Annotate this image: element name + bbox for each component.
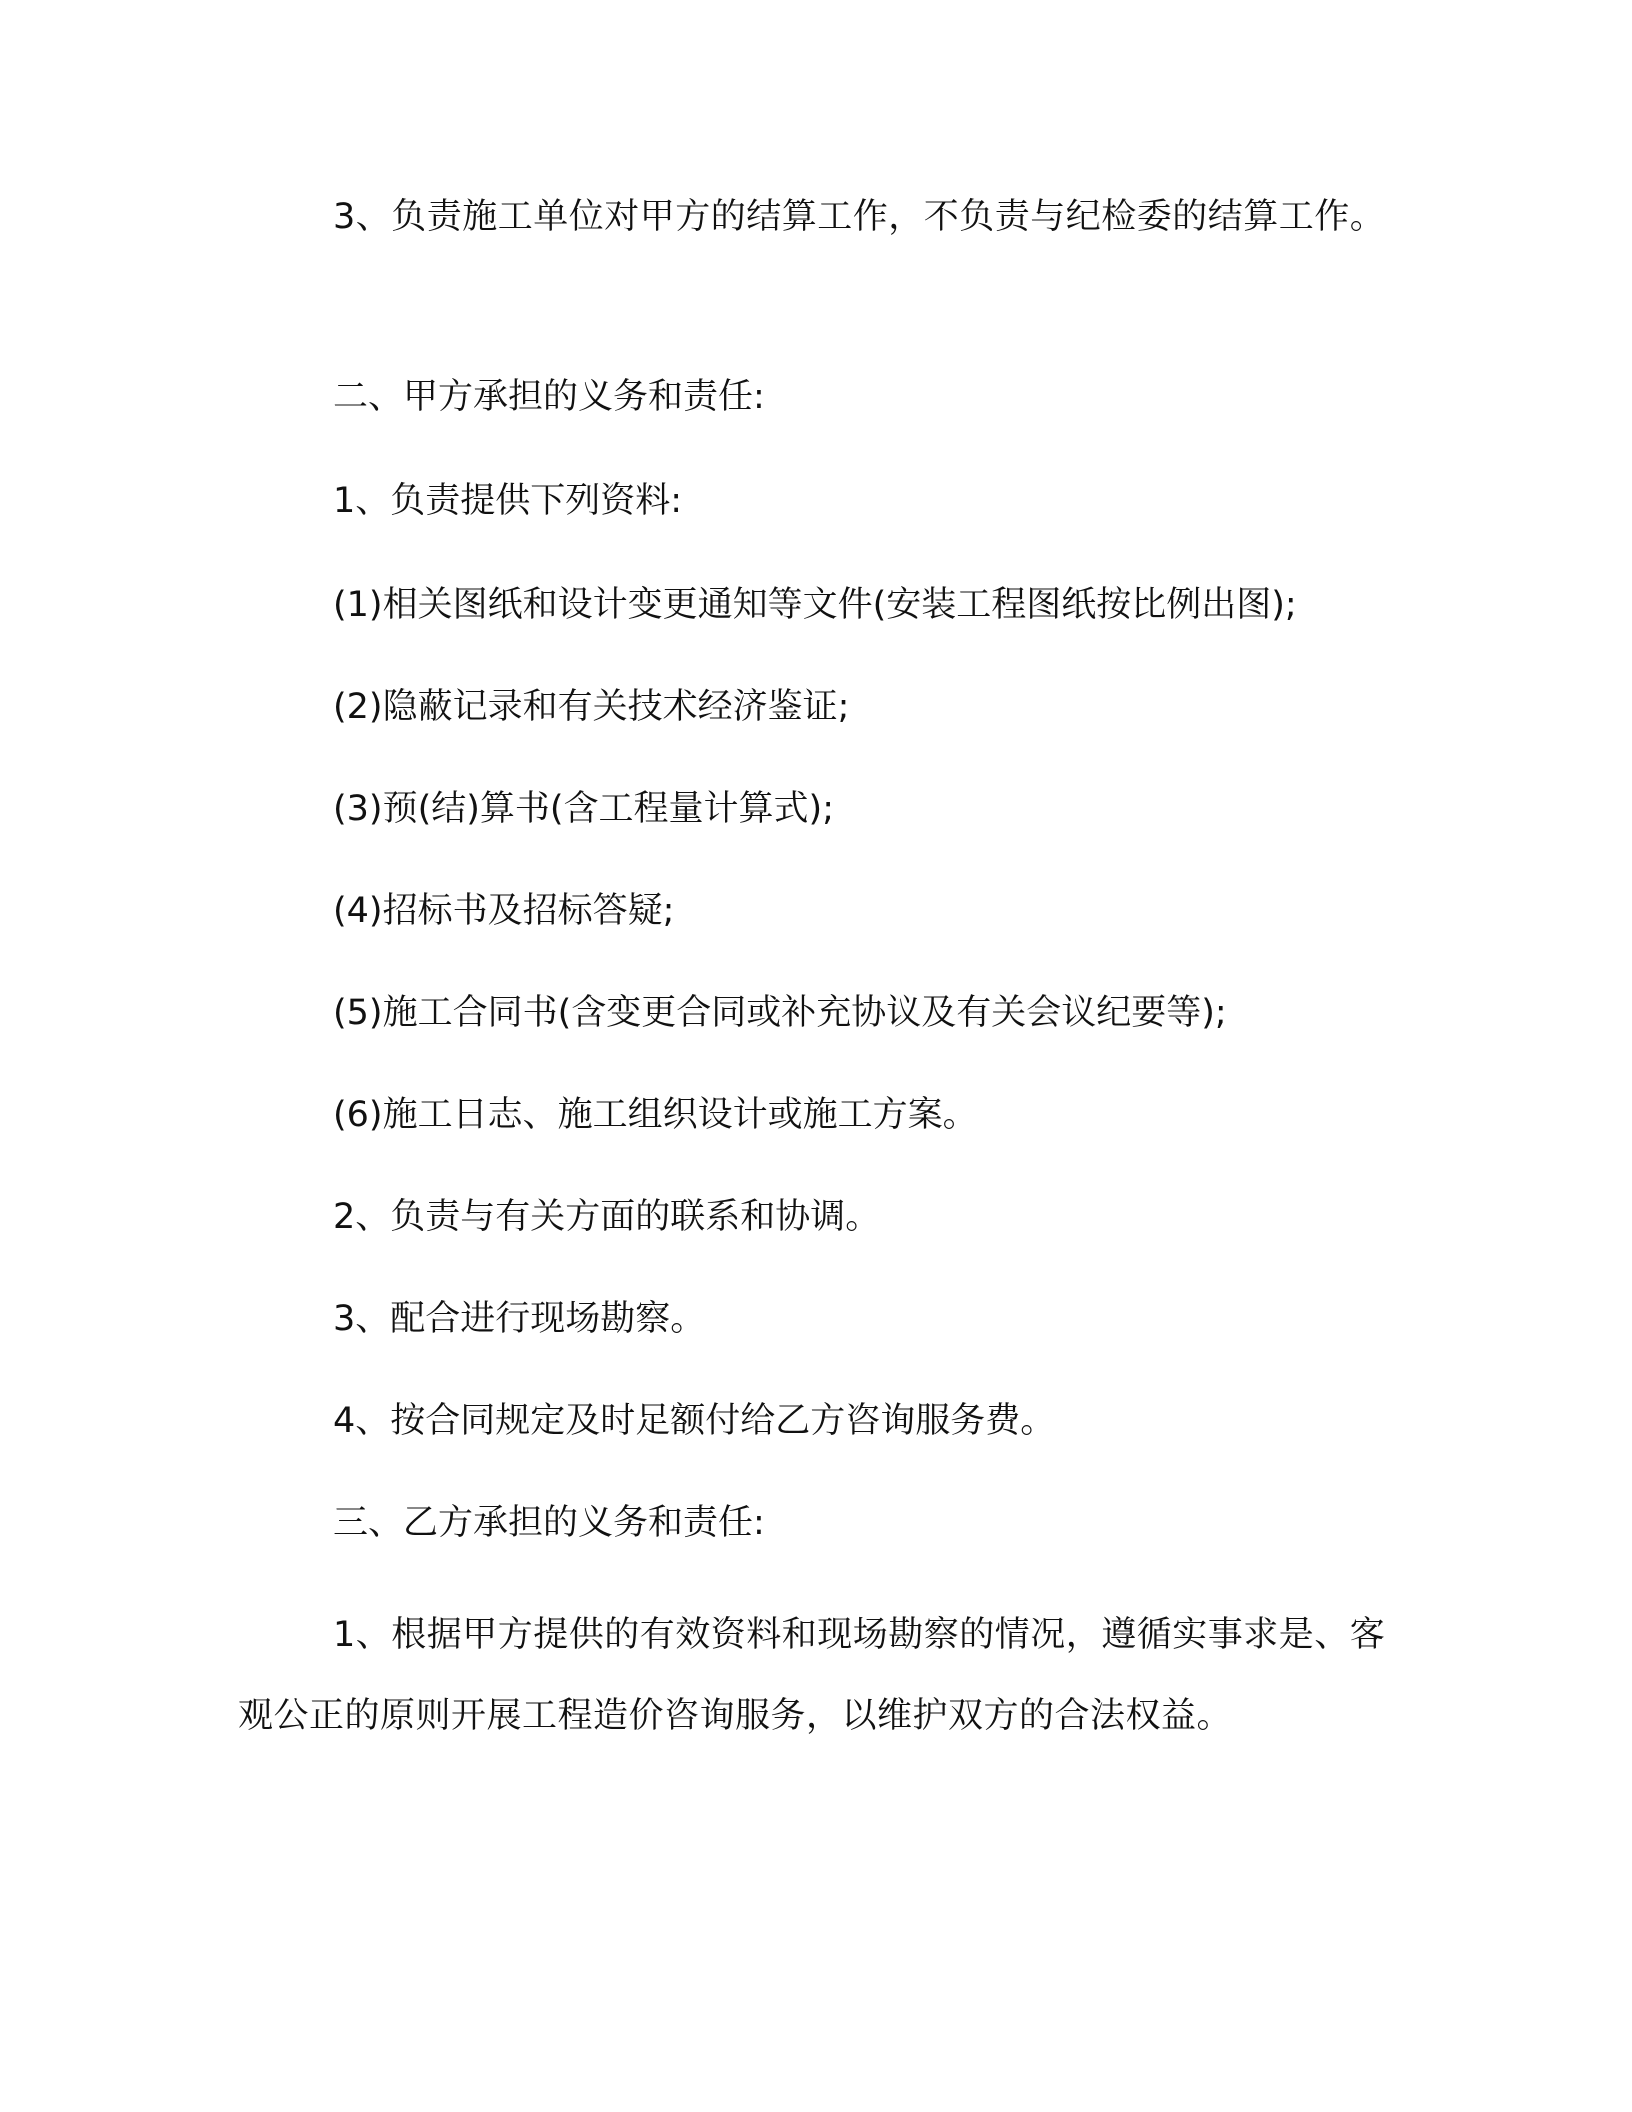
paragraph-payment: 4、按合同规定及时足额付给乙方咨询服务费。 [333,1401,1056,1441]
paragraph-site-survey: 3、配合进行现场勘察。 [333,1299,706,1339]
list-item-drawings: (1)相关图纸和设计变更通知等文件(安装工程图纸按比例出图); [333,585,1297,625]
list-item-construction-log: (6)施工日志、施工组织设计或施工方案。 [333,1095,978,1135]
list-item-construction-contract: (5)施工合同书(含变更合同或补充协议及有关会议纪要等); [333,993,1227,1033]
list-item-concealed-records: (2)隐蔽记录和有关技术经济鉴证; [333,687,850,727]
list-item-tender-documents: (4)招标书及招标答疑; [333,891,675,931]
paragraph-consulting-service: 1、根据甲方提供的有效资料和现场勘察的情况，遵循实事求是、客观公正的原则开展工程造价咨询服务，以维护双方的合法权益。 [238,1615,1386,1736]
heading-party-a-obligations: 二、甲方承担的义务和责任: [333,377,765,417]
heading-party-b-obligations: 三、乙方承担的义务和责任: [333,1503,765,1543]
paragraph-liaison: 2、负责与有关方面的联系和协调。 [333,1197,881,1237]
list-item-budget-book: (3)预(结)算书(含工程量计算式); [333,789,834,829]
paragraph-provide-materials: 1、负责提供下列资料: [333,481,683,521]
paragraph-clause-3-settlement: 3、负责施工单位对甲方的结算工作，不负责与纪检委的结算工作。 [333,197,1386,237]
